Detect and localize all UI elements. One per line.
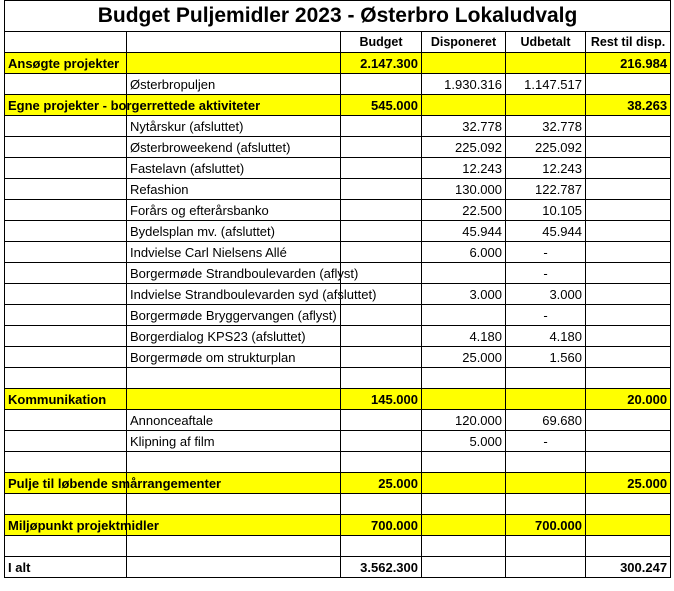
item-disponeret: 5.000 [422, 431, 506, 452]
item-udbetalt: 225.092 [506, 137, 586, 158]
total-rest: 300.247 [586, 557, 671, 578]
item-udbetalt: 10.105 [506, 200, 586, 221]
table-row [5, 347, 671, 368]
total-label: I alt [5, 557, 127, 578]
section-label: Kommunikation [8, 391, 107, 407]
item-disponeret: 32.778 [422, 116, 506, 137]
item-disponeret: 12.243 [422, 158, 506, 179]
section-rest: 38.263 [586, 95, 671, 116]
spacer-row [5, 536, 671, 557]
table-row [5, 200, 671, 221]
item-disponeret: 3.000 [422, 284, 506, 305]
col-header-rest: Rest til disp. [586, 32, 671, 53]
item-udbetalt: - [506, 242, 586, 263]
sheet-title: Budget Puljemidler 2023 - Østerbro Lokaludvalg [5, 1, 671, 32]
section-budget: 700.000 [341, 515, 422, 536]
item-disponeret: 130.000 [422, 179, 506, 200]
item-udbetalt: 3.000 [506, 284, 586, 305]
item-name: Forårs og efterårsbanko [127, 200, 341, 221]
item-disponeret: 25.000 [422, 347, 506, 368]
item-name: Klipning af film [127, 431, 341, 452]
section-budget: 545.000 [341, 95, 422, 116]
table-row [5, 179, 671, 200]
item-name: Østerbropuljen [127, 74, 341, 95]
item-disponeret: 1.930.316 [422, 74, 506, 95]
item-udbetalt: - [506, 305, 586, 326]
item-name: Borgermøde Strandboulevarden (aflyst) [127, 263, 341, 284]
item-name: Annonceaftale [127, 410, 341, 431]
section-row-miljo [5, 515, 671, 536]
section-label: Ansøgte projekter [8, 55, 120, 71]
table-row [5, 221, 671, 242]
item-name: Borgermøde Bryggervangen (aflyst) [127, 305, 341, 326]
section-label: Miljøpunkt projektmidler [8, 517, 159, 533]
table-row [5, 326, 671, 347]
item-udbetalt: - [506, 263, 586, 284]
section-row-kommunikation [5, 389, 671, 410]
section-rest: 216.984 [586, 53, 671, 74]
table-row [5, 305, 671, 326]
table-row [5, 137, 671, 158]
item-udbetalt: - [506, 431, 586, 452]
title-row [5, 1, 671, 32]
section-budget: 25.000 [341, 473, 422, 494]
item-name: Borgerdialog KPS23 (afsluttet) [127, 326, 341, 347]
item-name: Bydelsplan mv. (afsluttet) [127, 221, 341, 242]
item-udbetalt: 122.787 [506, 179, 586, 200]
budget-table [4, 0, 671, 578]
section-budget: 2.147.300 [341, 53, 422, 74]
section-label: Pulje til løbende smårrangementer [8, 475, 222, 491]
spacer-row [5, 494, 671, 515]
item-udbetalt: 4.180 [506, 326, 586, 347]
item-name: Refashion [127, 179, 341, 200]
table-row [5, 74, 671, 95]
item-udbetalt: 45.944 [506, 221, 586, 242]
item-disponeret: 22.500 [422, 200, 506, 221]
section-budget: 145.000 [341, 389, 422, 410]
table-row [5, 410, 671, 431]
item-disponeret [422, 305, 506, 326]
col-header-disponeret: Disponeret [422, 32, 506, 53]
item-name: Borgermøde om strukturplan [127, 347, 341, 368]
section-udbetalt: 700.000 [506, 515, 586, 536]
section-rest: 20.000 [586, 389, 671, 410]
item-name: Fastelavn (afsluttet) [127, 158, 341, 179]
section-label: Egne projekter - borgerrettede aktiviteter [8, 97, 261, 113]
item-udbetalt: 12.243 [506, 158, 586, 179]
item-disponeret: 4.180 [422, 326, 506, 347]
item-disponeret: 6.000 [422, 242, 506, 263]
table-row [5, 242, 671, 263]
item-udbetalt: 1.560 [506, 347, 586, 368]
item-udbetalt: 69.680 [506, 410, 586, 431]
spacer-row [5, 452, 671, 473]
section-row-ansogte [5, 53, 671, 74]
table-row [5, 263, 671, 284]
item-name: Indvielse Strandboulevarden syd (afsluttet) [127, 284, 341, 305]
item-name: Nytårskur (afsluttet) [127, 116, 341, 137]
table-row [5, 116, 671, 137]
item-disponeret: 225.092 [422, 137, 506, 158]
col-header-budget: Budget [341, 32, 422, 53]
item-name: Østerbroweekend (afsluttet) [127, 137, 341, 158]
item-name: Indvielse Carl Nielsens Allé [127, 242, 341, 263]
item-disponeret: 45.944 [422, 221, 506, 242]
header-row [5, 32, 671, 53]
item-disponeret: 120.000 [422, 410, 506, 431]
section-row-egne [5, 95, 671, 116]
egne-items [5, 116, 671, 368]
table-row [5, 158, 671, 179]
table-row [5, 431, 671, 452]
spacer-row [5, 368, 671, 389]
table-row [5, 284, 671, 305]
section-rest: 25.000 [586, 473, 671, 494]
item-udbetalt: 1.147.517 [506, 74, 586, 95]
item-disponeret [422, 263, 506, 284]
total-row [5, 557, 671, 578]
total-budget: 3.562.300 [341, 557, 422, 578]
section-row-pulje [5, 473, 671, 494]
item-udbetalt: 32.778 [506, 116, 586, 137]
col-header-udbetalt: Udbetalt [506, 32, 586, 53]
